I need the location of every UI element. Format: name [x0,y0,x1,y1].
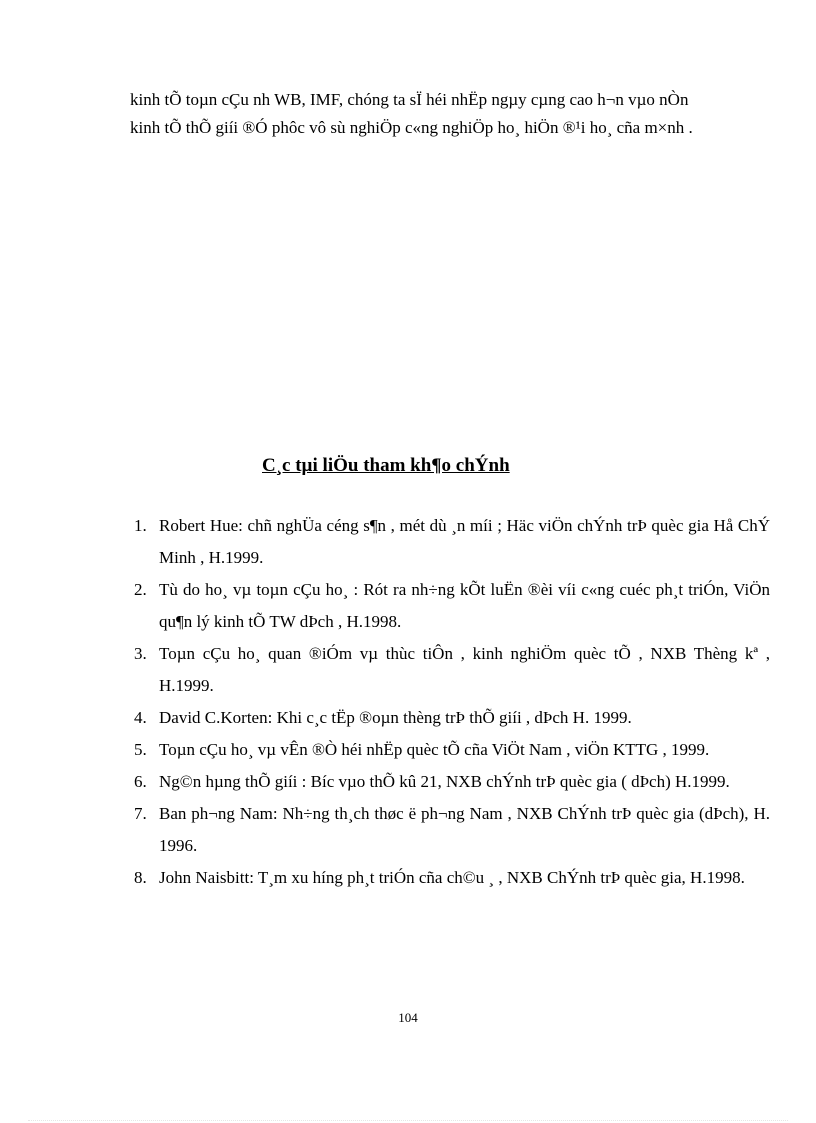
reference-number: 3. [134,644,147,663]
reference-text: Toµn cÇu ho¸ vµ vÊn ®Ò héi nhËp quèc tÕ cña ViÖt Nam , viÖn KTTG , 1999. [159,740,710,759]
reference-text: Tù do ho¸ vµ toµn cÇu ho¸ : Rót ra nh÷ng kÕt luËn ®èi víi c«ng cuéc ph¸t triÓn, ViÖn qu¶n lý kinh tÕ TW dÞch , H.1998. [159,580,770,631]
reference-item-3 [130,638,770,702]
footer-divider [28,1120,788,1121]
reference-number: 8. [134,868,147,887]
reference-item-4 [130,702,770,734]
reference-text: Ng©n hµng thÕ giíi : Bíc vµo thÕ kû 21, NXB chÝnh trÞ quèc gia ( dÞch) H.1999. [159,772,730,791]
reference-text: Ban ph¬ng Nam: Nh÷ng th¸ch thøc ë ph¬ng Nam , NXB ChÝnh trÞ quèc gia (dÞch), H. 1996. [159,804,770,855]
reference-text: John Naisbitt: T¸m xu híng ph¸t triÓn cña ch©u ¸ , NXB ChÝnh trÞ quèc gia, H.1998. [159,868,745,887]
intro-paragraph [130,86,770,142]
references-heading: C¸c tµi liÖu tham kh¶o chÝnh [262,455,510,476]
reference-item-5 [130,734,770,766]
reference-number: 7. [134,804,147,823]
reference-item-2 [130,574,770,638]
reference-item-1 [130,510,770,574]
reference-number: 2. [134,580,147,599]
intro-line-2: kinh tÕ thÕ giíi ®Ó phôc vô sù nghiÖp c«ng nghiÖp ho¸ hiÖn ®¹i ho¸ cña m×nh . [130,118,693,137]
reference-number: 5. [134,740,147,759]
reference-number: 4. [134,708,147,727]
reference-number: 6. [134,772,147,791]
references-list [130,510,770,894]
reference-item-6 [130,766,770,798]
reference-number: 1. [134,516,147,535]
reference-text: David C.Korten: Khi c¸c tËp ®oµn thèng trÞ thÕ giíi , dÞch H. 1999. [159,708,632,727]
intro-line-1: kinh tÕ toµn cÇu nh WB, IMF, chóng ta sÏ héi nhËp ngµy cµng cao h¬n vµo nÒn [130,90,689,109]
reference-item-7 [130,798,770,862]
reference-item-8 [130,862,770,894]
page-number: 104 [398,1010,418,1025]
reference-text: Robert Hue: chñ nghÜa céng s¶n , mét dù ¸n míi ; Häc viÖn chÝnh trÞ quèc gia Hå ChÝ Minh , H.1999. [159,516,770,567]
reference-text: Toµn cÇu ho¸ quan ®iÓm vµ thùc tiÔn , kinh nghiÖm quèc tÕ , NXB Thèng kª , H.1999. [159,644,770,695]
